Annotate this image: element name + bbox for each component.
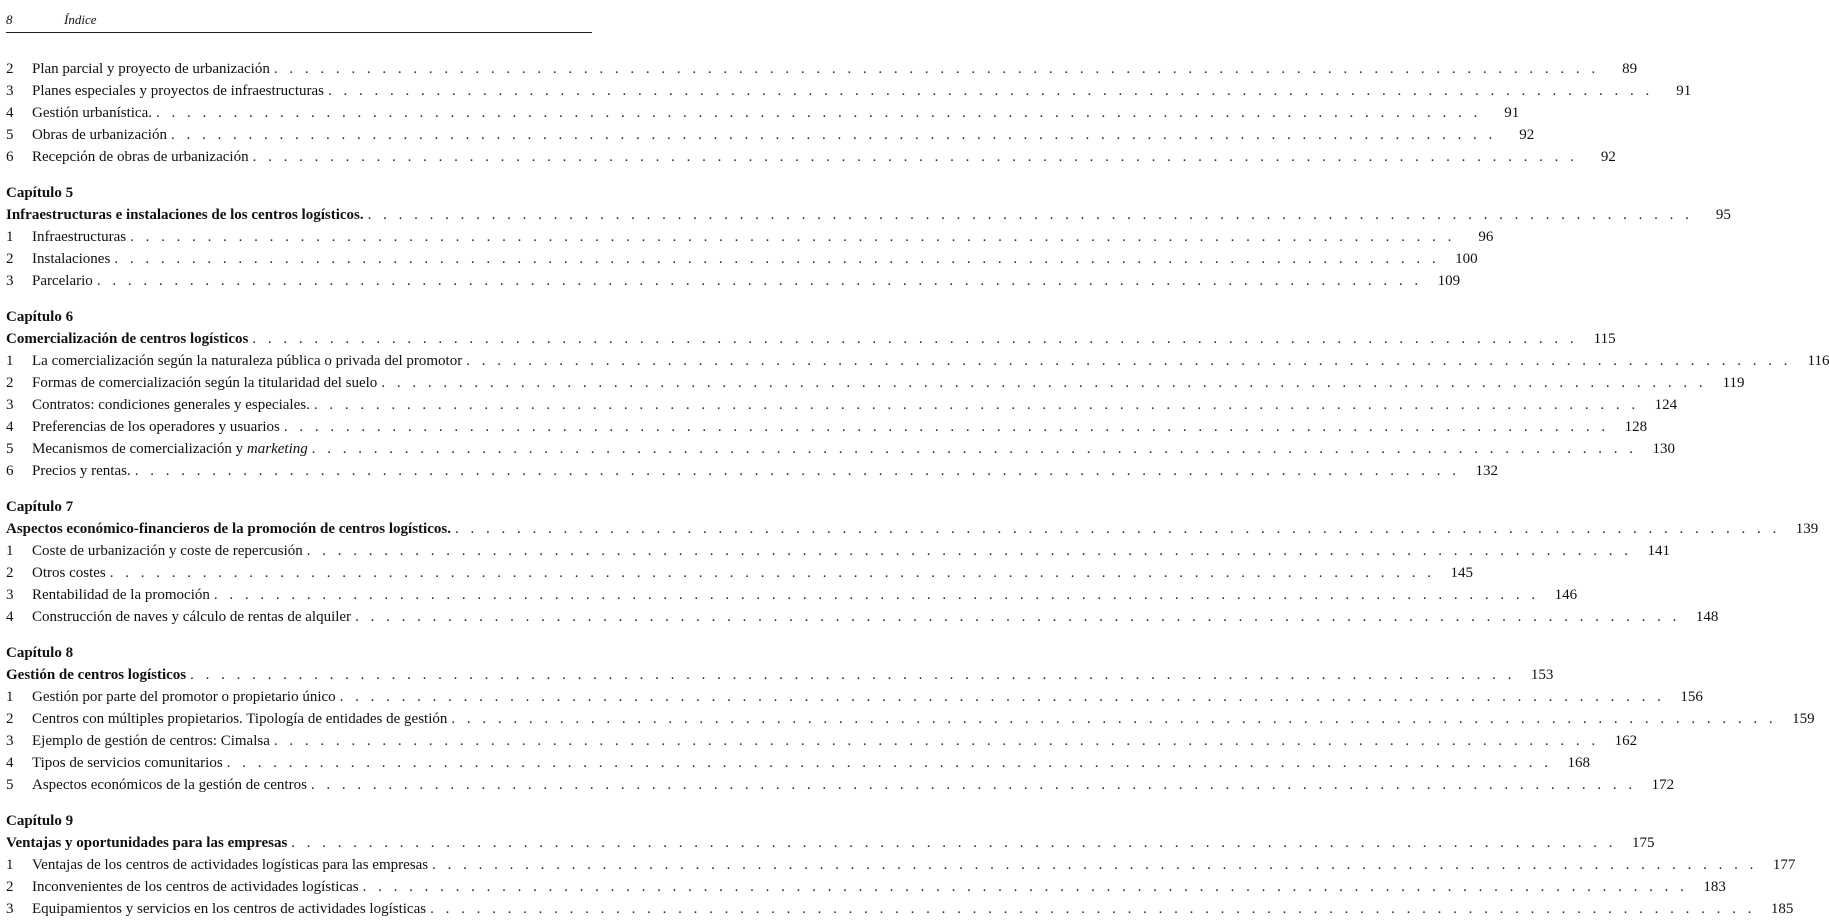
toc-entry[interactable] — [6, 562, 1473, 584]
entry-number: 2 — [6, 61, 14, 77]
chapter-label: Capítulo 8 — [6, 645, 74, 661]
running-head — [6, 6, 592, 33]
entry-page: 172 — [1651, 777, 1675, 793]
entry-title: Obras de urbanización — [32, 127, 167, 143]
entry-title: Centros con múltiples propietarios. Tipología de entidades de gestión — [32, 711, 448, 727]
chapter-title-entry[interactable] — [6, 518, 1819, 540]
entry-title: Precios y rentas. — [32, 463, 131, 479]
entry-page: 115 — [1593, 331, 1616, 347]
entry-number: 4 — [6, 419, 14, 435]
entry-title: Infraestructuras — [32, 229, 127, 245]
entry-number: 1 — [6, 229, 14, 245]
chapter-title-entry[interactable] — [6, 832, 1655, 854]
entry-title: Coste de urbanización y coste de repercusión — [32, 543, 303, 559]
entry-number: 3 — [6, 901, 14, 917]
entry-number: 1 — [6, 543, 14, 559]
page-number: 8 — [6, 12, 13, 27]
entry-title: Inconvenientes de los centros de actividades logísticas — [32, 879, 359, 895]
toc-entry[interactable] — [6, 730, 1638, 752]
dot-leader — [312, 438, 1637, 460]
entry-title: Preferencias de los operadores y usuarios — [32, 419, 280, 435]
entry-title: La comercialización según la naturaleza pública o privada del promotor — [32, 353, 463, 369]
entry-page: 175 — [1632, 835, 1655, 851]
entry-number: 6 — [6, 463, 14, 479]
entry-page: 185 — [1770, 901, 1794, 917]
chapter-label: Capítulo 5 — [6, 185, 74, 201]
entry-page: 96 — [1478, 229, 1494, 245]
dot-leader — [311, 774, 1636, 796]
entry-page: 92 — [1600, 149, 1616, 165]
dot-leader — [156, 102, 1481, 124]
dot-leader — [355, 606, 1680, 628]
toc-entry[interactable] — [6, 460, 1498, 482]
entry-page: 91 — [1504, 105, 1520, 121]
entry-title: Contratos: condiciones generales y especiales. — [32, 397, 310, 413]
dot-leader — [455, 518, 1780, 540]
entry-number: 2 — [6, 879, 14, 895]
entry-title: Equipamientos y servicios en los centros de actividades logísticas — [32, 901, 427, 917]
entry-title: Rentabilidad de la promoción — [32, 587, 210, 603]
toc-chapter-9 — [6, 810, 1796, 920]
entry-title: Formas de comercialización según la titularidad del suelo — [32, 375, 378, 391]
toc-chapter-7 — [6, 496, 1819, 628]
dot-leader — [274, 730, 1599, 752]
chapter-label: Capítulo 6 — [6, 309, 74, 325]
entry-page: 156 — [1680, 689, 1703, 705]
dot-leader — [114, 248, 1439, 270]
toc-chapter-5 — [6, 182, 1731, 292]
entry-title: Construcción de naves y cálculo de rentas de alquiler — [32, 609, 352, 625]
toc-entry[interactable] — [6, 584, 1578, 606]
entry-page: 91 — [1676, 83, 1692, 99]
toc-entry[interactable] — [6, 438, 1675, 460]
spacer — [6, 168, 592, 182]
entry-number: 3 — [6, 83, 14, 99]
dot-leader — [307, 540, 1632, 562]
entry-title: Plan parcial y proyecto de urbanización — [32, 61, 270, 77]
entry-number: 5 — [6, 777, 14, 793]
dot-leader — [430, 898, 1755, 920]
entry-page: 139 — [1795, 521, 1819, 537]
entry-page: 159 — [1792, 711, 1815, 727]
dot-leader — [340, 686, 1665, 708]
entry-title: Mecanismos de comercialización y marketing — [32, 441, 308, 457]
entry-number: 3 — [6, 273, 14, 289]
entry-page: 124 — [1654, 397, 1678, 413]
toc-entry[interactable] — [6, 774, 1675, 796]
toc-entry[interactable] — [6, 248, 1478, 270]
entry-number: 6 — [6, 149, 14, 165]
chapter-title-entry[interactable] — [6, 328, 1616, 350]
toc-entry[interactable] — [6, 394, 1678, 416]
toc-entry[interactable] — [6, 270, 1461, 292]
toc-entry[interactable] — [6, 898, 1794, 920]
entry-number: 3 — [6, 397, 14, 413]
toc-entry[interactable] — [6, 124, 1535, 146]
toc-entry[interactable] — [6, 708, 1815, 730]
dot-leader — [291, 832, 1616, 854]
entry-page: 177 — [1772, 857, 1796, 873]
dot-leader — [214, 584, 1539, 606]
toc-content — [6, 58, 1829, 920]
entry-title: Parcelario — [32, 273, 93, 289]
entry-number: 2 — [6, 711, 14, 727]
entry-title: Gestión urbanística. — [32, 105, 152, 121]
entry-page: 128 — [1624, 419, 1648, 435]
toc-entry[interactable] — [6, 876, 1726, 898]
entry-number: 3 — [6, 587, 14, 603]
toc-entry[interactable] — [6, 854, 1796, 876]
dot-leader — [432, 854, 1757, 876]
entry-title: Aspectos económicos de la gestión de centros — [32, 777, 307, 793]
entry-page: 162 — [1614, 733, 1638, 749]
chapter-title: Aspectos económico-financieros de la promoción de centros logísticos. — [6, 521, 451, 537]
spacer — [6, 628, 592, 642]
entry-page: 92 — [1519, 127, 1535, 143]
toc-entry[interactable] — [6, 606, 1719, 628]
toc-entry[interactable] — [6, 372, 1745, 394]
entry-title: Instalaciones — [32, 251, 111, 267]
entry-number: 1 — [6, 857, 14, 873]
dot-leader — [363, 876, 1688, 898]
entry-number: 2 — [6, 375, 14, 391]
dot-leader — [130, 226, 1455, 248]
toc-chapter-6 — [6, 306, 1829, 482]
entry-page: 146 — [1554, 587, 1578, 603]
entry-page: 168 — [1567, 755, 1590, 771]
dot-leader — [381, 372, 1706, 394]
toc-entry[interactable] — [6, 416, 1648, 438]
toc-entry[interactable] — [6, 350, 1829, 372]
toc-entry[interactable] — [6, 226, 1494, 248]
entry-title: Ventajas de los centros de actividades logísticas para las empresas — [32, 857, 429, 873]
chapter-title: Infraestructuras e instalaciones de los centros logísticos. — [6, 207, 364, 223]
dot-leader — [253, 146, 1578, 168]
entry-title: Otros costes — [32, 565, 106, 581]
entry-title: Recepción de obras de urbanización — [32, 149, 249, 165]
chapter-title: Ventajas y oportunidades para las empresas — [6, 835, 288, 851]
chapter-title: Comercialización de centros logísticos — [6, 331, 249, 347]
dot-leader — [190, 664, 1515, 686]
entry-page: 132 — [1475, 463, 1498, 479]
entry-title: Ejemplo de gestión de centros: Cimalsa — [32, 733, 270, 749]
entry-page: 100 — [1455, 251, 1478, 267]
dot-leader — [466, 350, 1791, 372]
dot-leader — [135, 460, 1460, 482]
dot-leader — [451, 708, 1776, 730]
entry-page: 153 — [1530, 667, 1554, 683]
entry-page: 109 — [1437, 273, 1461, 289]
toc-entry[interactable] — [6, 752, 1590, 774]
chapter-title-entry[interactable] — [6, 204, 1731, 226]
dot-leader — [368, 204, 1693, 226]
toc-entry[interactable] — [6, 80, 1692, 102]
entry-page: 145 — [1450, 565, 1473, 581]
entry-page: 148 — [1695, 609, 1719, 625]
chapter-title-entry[interactable] — [6, 664, 1554, 686]
entry-page: 141 — [1647, 543, 1670, 559]
entry-number: 1 — [6, 353, 14, 369]
entry-title: Tipos de servicios comunitarios — [32, 755, 223, 771]
entry-page: 95 — [1715, 207, 1731, 223]
chapter-label: Capítulo 9 — [6, 813, 74, 829]
toc-entry[interactable] — [6, 58, 1638, 80]
entry-page: 183 — [1703, 879, 1726, 895]
entry-page: 116 — [1807, 353, 1829, 369]
toc-entry[interactable] — [6, 102, 1520, 124]
entry-page: 130 — [1652, 441, 1675, 457]
spacer — [6, 796, 592, 810]
dot-leader — [110, 562, 1435, 584]
entry-number: 4 — [6, 105, 14, 121]
entry-page: 119 — [1722, 375, 1745, 391]
entry-title: Planes especiales y proyectos de infraestructuras — [32, 83, 324, 99]
entry-number: 1 — [6, 689, 14, 705]
toc-entry[interactable] — [6, 146, 1616, 168]
spacer — [6, 482, 592, 496]
dot-leader — [97, 270, 1422, 292]
entry-number: 5 — [6, 127, 14, 143]
entry-number: 5 — [6, 441, 14, 457]
chapter-label: Capítulo 7 — [6, 499, 74, 515]
dot-leader — [314, 394, 1639, 416]
entry-page: 89 — [1622, 61, 1638, 77]
entry-number: 2 — [6, 251, 14, 267]
dot-leader — [284, 416, 1609, 438]
dot-leader — [171, 124, 1496, 146]
running-title: Índice — [64, 12, 97, 27]
spacer — [6, 292, 592, 306]
toc-chapter-8 — [6, 642, 1815, 796]
entry-number: 4 — [6, 755, 14, 771]
toc-section-intro — [6, 58, 1692, 168]
entry-number: 4 — [6, 609, 14, 625]
entry-number: 3 — [6, 733, 14, 749]
toc-entry[interactable] — [6, 540, 1670, 562]
dot-leader — [274, 58, 1599, 80]
chapter-title: Gestión de centros logísticos — [6, 667, 187, 683]
toc-entry[interactable] — [6, 686, 1703, 708]
dot-leader — [328, 80, 1653, 102]
dot-leader — [227, 752, 1552, 774]
dot-leader — [252, 328, 1577, 350]
entry-title: Gestión por parte del promotor o propietario único — [32, 689, 336, 705]
entry-number: 2 — [6, 565, 14, 581]
